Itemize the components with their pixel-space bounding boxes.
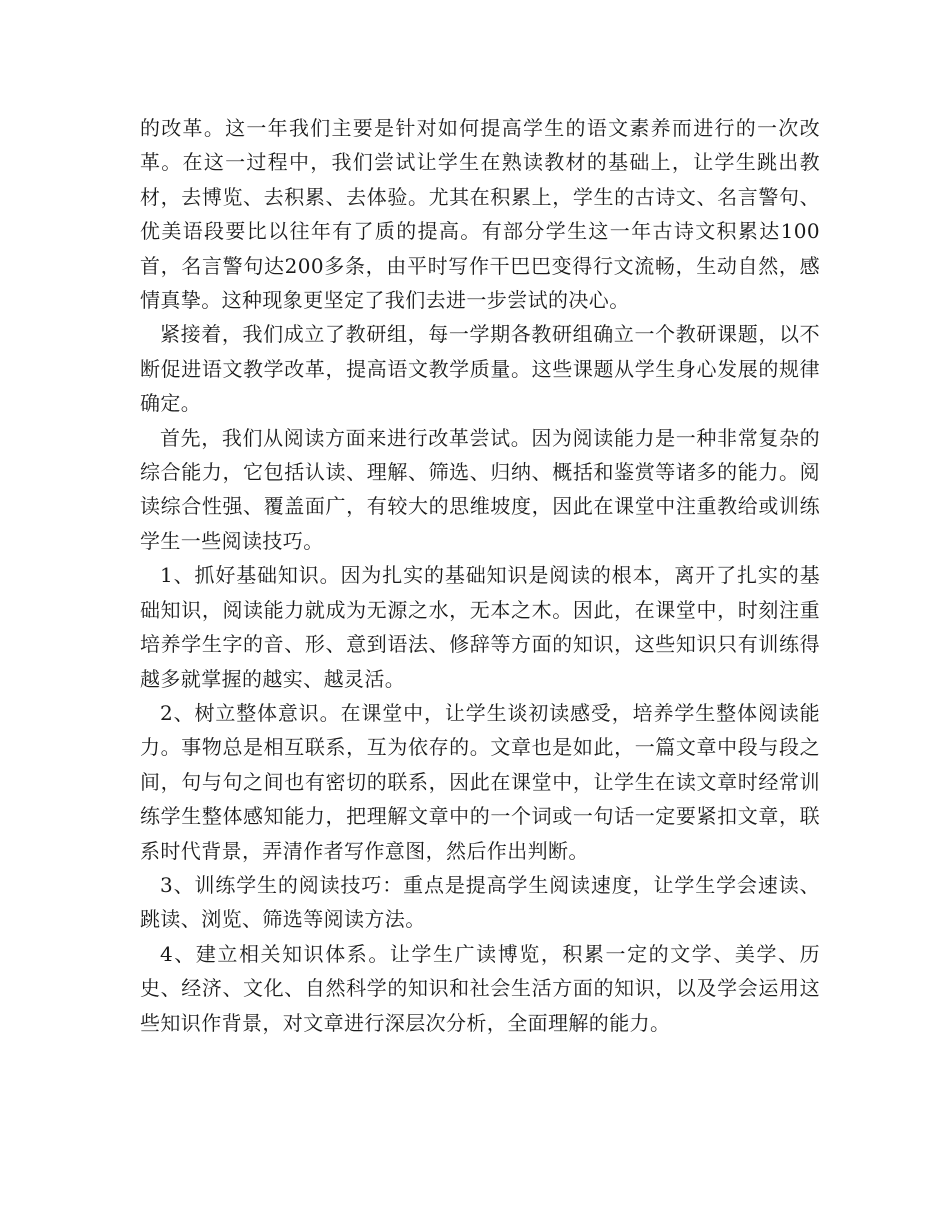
document-body [140,111,820,1040]
paragraph-point-3-skills: 3、训练学生的阅读技巧：重点是提高学生阅读速度，让学生学会速读、跳读、浏览、筛选等阅读方法。 [140,872,820,932]
paragraph-point-4-knowledge: 4、建立相关知识体系。让学生广读博览，积累一定的文学、美学、历史、经济、文化、自然科学的知识和社会生活方面的知识，以及学会运用这些知识作背景，对文章进行深层次分析，全面理解的能力。 [140,941,820,1035]
paragraph-research-groups: 紧接着，我们成立了教研组，每一学期各教研组确立一个教研课题，以不断促进语文教学改革，提高语文教学质量。这些课题从学生身心发展的规律确定。 [140,322,820,416]
paragraph-point-1-basics: 1、抓好基础知识。因为扎实的基础知识是阅读的根本，离开了扎实的基础知识，阅读能力就成为无源之水，无本之木。因此，在课堂中，时刻注重培养学生字的音、形、意到语法、修辞等方面的知识，这些知识只有训练得越多就掌握的越实、越灵活。 [140,563,820,691]
paragraph-point-2-holistic: 2、树立整体意识。在课堂中，让学生谈初读感受，培养学生整体阅读能力。事物总是相互联系，互为依存的。文章也是如此，一篇文章中段与段之间，句与句之间也有密切的联系，因此在课堂中，让学生在读文章时经常训练学生整体感知能力，把理解文章中的一个词或一句话一定要紧扣文章，联系时代背景，弄清作者写作意图，然后作出判断。 [140,700,820,863]
paragraph-reform-summary: 的改革。这一年我们主要是针对如何提高学生的语文素养而进行的一次改革。在这一过程中，我们尝试让学生在熟读教材的基础上，让学生跳出教材，去博览、去积累、去体验。尤其在积累上，学生的古诗文、名言警句、优美语段要比以往年有了质的提高。有部分学生这一年古诗文积累达100首，名言警句达200多条，由平时写作干巴巴变得行文流畅，生动自然，感情真挚。这种现象更坚定了我们去进一步尝试的决心。 [140,116,820,313]
paragraph-reading-reform: 首先，我们从阅读方面来进行改革尝试。因为阅读能力是一种非常复杂的综合能力，它包括认读、理解、筛选、归纳、概括和鉴赏等诸多的能力。阅读综合性强、覆盖面广，有较大的思维坡度，因此在课堂中注重教给或训练学生一些阅读技巧。 [140,425,820,553]
